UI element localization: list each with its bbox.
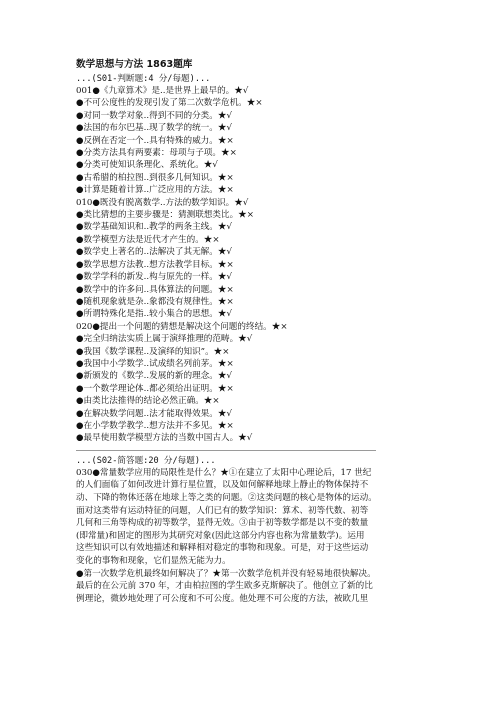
answer-line: 的人们面临了如何改进计算行星位置，以及如何解释地球上静止的物体保持不	[76, 480, 369, 491]
judgment-item: ●在小学数学教学..想方法并不多见。★×	[76, 420, 234, 431]
judgment-item: ●我国中小学数学..试成绩名列前茅。★×	[76, 358, 234, 369]
judgment-item: ●数学思想方法教..想方法教学目标。★×	[76, 259, 234, 270]
answer-line: 几何和三角等构成的初等数学，显得无效。③由于初等数学都是以不变的数量	[76, 518, 369, 529]
answer-line: 这些知识可以有效地描述和解释相对稳定的事物和现象。可是，对于这些运动	[76, 543, 369, 554]
judgment-item: ●反例在否定一个..具有特殊的威力。★×	[76, 135, 234, 146]
answer-line: (即常量)和固定的图形为其研究对象(因此这部分内容也称为常量数学)。运用	[76, 530, 365, 541]
judgment-item: ●对同一数学对象..得到不同的分类。★√	[76, 110, 232, 121]
document-title: 数学思想与方法 1863题库	[76, 59, 193, 70]
judgment-item: ●由类比法推得的结论必然正确。★×	[76, 396, 220, 407]
judgment-item: ●古希腊的柏拉图..到很多几何知识。★×	[76, 172, 234, 183]
judgment-item: ●在解决数学问题..法才能取得效果。★√	[76, 408, 232, 419]
section-header-judgment: ...(S01-判断题:4 分/每题)...	[76, 74, 211, 84]
judgment-item: ●我国《数学课程..及演绎的知识”。★×	[76, 346, 230, 357]
section-header-short-answer: ...(S02-简答题:20 分/每题)...	[76, 455, 216, 466]
judgment-item: ●分类方法具有两要素：母项与子项。★×	[76, 148, 237, 159]
judgment-item: 001●《九章算术》是..是世界上最早的。★√	[76, 86, 249, 96]
short-answer-block	[76, 467, 460, 606]
judgment-item: 020●提出一个问题的猜想是解决这个问题的终结。★×	[76, 321, 288, 332]
judgment-item: ●数学中的许多问..具体算法的问题。★×	[76, 284, 234, 295]
judgment-item: ●完全归纳法实质上属于演绎推理的范畴。★√	[76, 334, 253, 345]
answer-line: 最后的在公元前 370 年，才由柏拉图的学生欧多克斯解决了。他创立了新的比	[76, 581, 373, 592]
judgment-item: ●法国的布尔巴基..现了数学的统一。★√	[76, 123, 232, 134]
section-divider	[76, 450, 376, 451]
judgment-item: ●类比猜想的主要步骤是：猜测联想类比。★×	[76, 210, 254, 221]
judgment-item: ●数学基础知识和..教学的两条主线。★√	[76, 222, 232, 233]
judgment-item: ●一个数学理论体..都必须给出证明。★×	[76, 383, 234, 394]
answer-line: ●第一次数学危机最终如何解决了？★第一次数学危机并没有轻易地很快解决。	[76, 568, 376, 579]
judgment-item: ●计算是随着计算..广泛应用的方法。★×	[76, 185, 234, 196]
answer-line: 030●常量数学应用的局限性是什么？★①在建立了太阳中心理论后，17 世纪	[76, 467, 372, 478]
judgment-item: ●新颁发的《数学..发展的新的理念。★√	[76, 371, 232, 382]
answer-line: 动、下降的物体还落在地球上等之类的问题。②这类问题的核心是物体的运动。	[76, 492, 377, 503]
judgment-item: ●分类可使知识条理化、系统化。★√	[76, 160, 218, 171]
judgment-item: ●数学学科的新发..构与原先的一样。★√	[76, 272, 232, 283]
judgment-question-list	[76, 85, 460, 445]
judgment-item: ●数学史上著名的..法解决了其无解。★√	[76, 247, 232, 258]
judgment-item: ●数学模型方法是近代才产生的。★×	[76, 234, 220, 245]
judgment-item: ●最早使用数学模型方法的当数中国古人。★√	[76, 433, 253, 444]
judgment-item: ●随机现象就是杂..象都没有规律性。★×	[76, 296, 234, 307]
answer-line: 例理论，微妙地处理了可公度和不可公度。他处理不可公度的方法，被欧几里	[76, 593, 369, 604]
answer-line: 变化的事物和现象，它们显然无能为力。	[76, 555, 231, 566]
judgment-item: ●所谓特殊化是指..较小集合的思想。★√	[76, 309, 232, 320]
judgment-item: ●不可公度性的发现引发了第二次数学危机。★×	[76, 98, 263, 109]
answer-line: 面对这类带有运动特征的问题，人们已有的数学知识：算术、初等代数、初等	[76, 505, 369, 516]
judgment-item: 010●既没有脱离数学..方法的数学知识。★√	[76, 197, 249, 208]
